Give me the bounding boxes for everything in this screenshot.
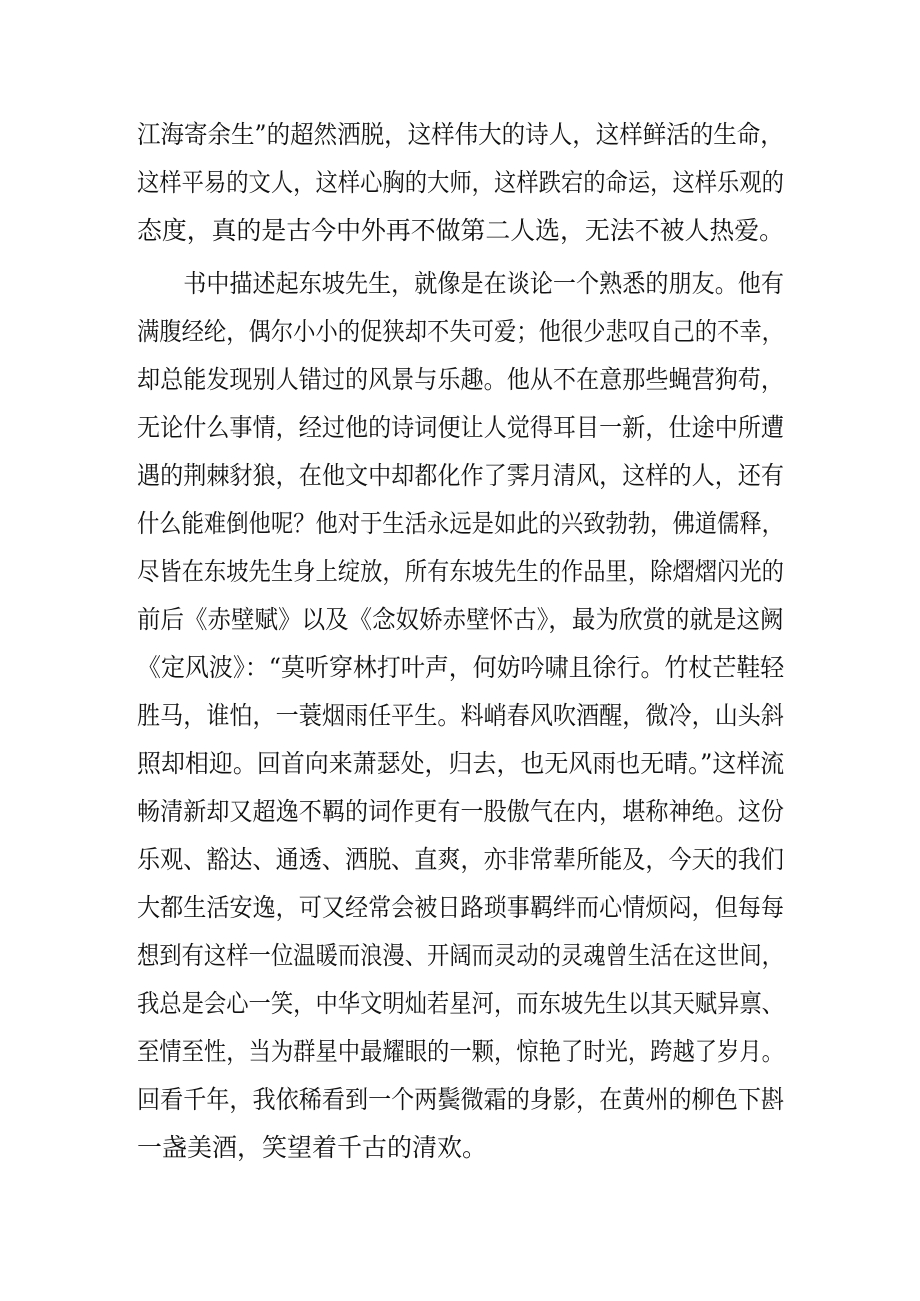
text-line: 满腹经纶，偶尔小小的促狭却不失可爱；他很少悲叹自己的不幸，: [137, 317, 785, 346]
text-line: 我总是会心一笑，中华文明灿若星河，而东坡先生以其天赋异禀、: [137, 989, 785, 1018]
text-line: 《定风波》：“莫听穿林打叶声，何妨吟啸且徐行。竹杖芒鞋轻: [137, 653, 785, 682]
text-line: 畅清新却又超逸不羁的词作更有一股傲气在内，堪称神绝。这份: [137, 797, 785, 826]
text-line: 这样平易的文人，这样心胸的大师，这样跌宕的命运，这样乐观的: [137, 168, 785, 197]
text-line: 书中描述起东坡先生，就像是在谈论一个熟悉的朋友。他有: [137, 269, 785, 298]
text-line: 尽皆在东坡先生身上绽放，所有东坡先生的作品里，除熠熠闪光的: [137, 557, 785, 586]
text-line: 无论什么事情，经过他的诗词便让人觉得耳目一新，仕途中所遭: [137, 413, 785, 442]
text-line: 回看千年，我依稀看到一个两鬓微霜的身影，在黄州的柳色下斟: [137, 1085, 785, 1114]
text-line: 照却相迎。回首向来萧瑟处，归去，也无风雨也无晴。”这样流: [137, 749, 785, 778]
text-line: 想到有这样一位温暖而浪漫、开阔而灵动的灵魂曾生活在这世间，: [137, 941, 785, 970]
text-line: 态度，真的是古今中外再不做第二人选，无法不被人热爱。: [137, 216, 785, 245]
text-line: 什么能难倒他呢？他对于生活永远是如此的兴致勃勃，佛道儒释，: [137, 509, 785, 538]
text-line: 至情至性，当为群星中最耀眼的一颗，惊艳了时光，跨越了岁月。: [137, 1037, 785, 1066]
text-line: 却总能发现别人错过的风景与乐趣。他从不在意那些蝇营狗苟，: [137, 365, 785, 394]
text-line: 遇的荆棘豺狼，在他文中却都化作了霁月清风，这样的人，还有: [137, 461, 785, 490]
text-line: 乐观、豁达、通透、洒脱、直爽，亦非常辈所能及，今天的我们: [137, 845, 785, 874]
text-line: 江海寄余生”的超然洒脱，这样伟大的诗人，这样鲜活的生命，: [137, 120, 784, 149]
text-line: 一盏美酒，笑望着千古的清欢。: [137, 1133, 488, 1162]
text-line: 前后《赤壁赋》以及《念奴娇赤壁怀古》，最为欣赏的就是这阙: [137, 605, 784, 634]
text-line: 胜马，谁怕，一蓑烟雨任平生。料峭春风吹酒醒，微冷，山头斜: [137, 701, 785, 730]
text-line: 大都生活安逸，可又经常会被日路琐事羁绊而心情烦闷，但每每: [137, 893, 785, 922]
